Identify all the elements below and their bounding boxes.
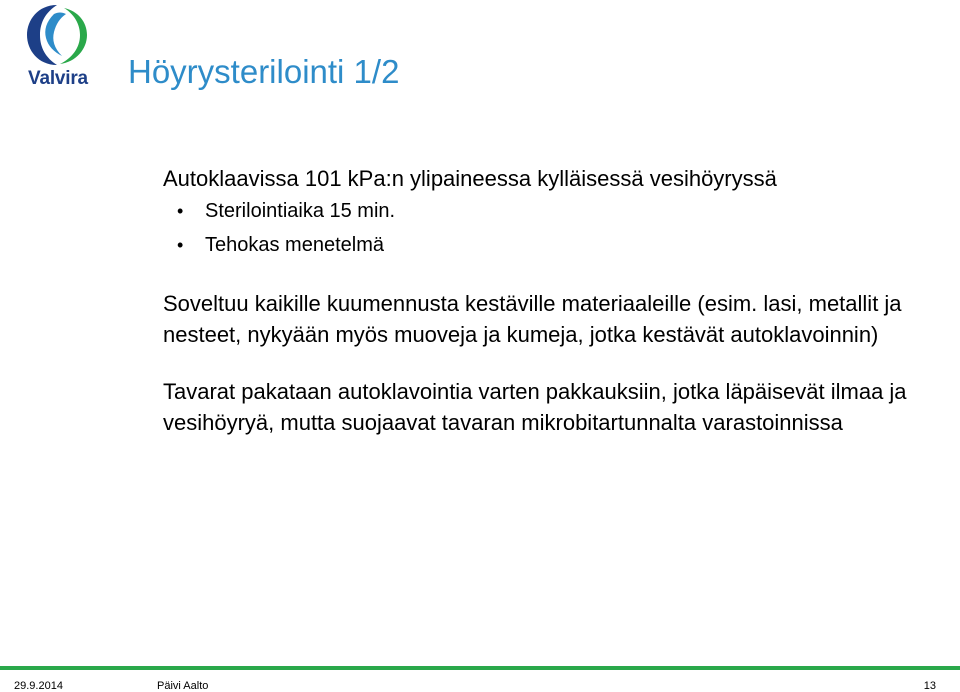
footer-divider <box>0 666 960 670</box>
valvira-logo <box>22 2 92 94</box>
slide-body <box>163 163 943 438</box>
footer-date: 29.9.2014 <box>14 680 63 692</box>
slide-footer <box>0 680 960 692</box>
bullet-item <box>163 228 943 262</box>
packaging-paragraph: Tavarat pakataan autoklavointia varten pakkauksiin, jotka läpäisevät ilmaa ja vesihöyryä, mutta suojaavat tavaran mikrobitartunnalta varastoinnissa <box>163 379 907 435</box>
bullet-list <box>163 194 943 262</box>
intro-text: Autoklaavissa 101 kPa:n ylipaineessa kylläisessä vesihöyryssä <box>163 166 777 191</box>
suitability-paragraph: Soveltuu kaikille kuumennusta kestäville materiaaleille (esim. lasi, metallit ja nesteet, nykyään myös muoveja ja kumeja, jotka kestävät autoklavoinnin) <box>163 291 902 347</box>
bullet-dot: • <box>177 201 184 221</box>
logo-wordmark: Valvira <box>28 68 88 89</box>
bullet-item <box>163 194 943 228</box>
valvira-emblem-icon <box>24 2 90 68</box>
bullet-text: Tehokas menetelmä <box>205 234 384 256</box>
footer-page-number: 13 <box>923 680 936 692</box>
bullet-text: Sterilointiaika 15 min. <box>205 200 396 222</box>
slide-title: Höyrysterilointi 1/2 <box>128 53 400 90</box>
footer-author: Päivi Aalto <box>157 680 209 692</box>
bullet-dot: • <box>177 235 184 255</box>
